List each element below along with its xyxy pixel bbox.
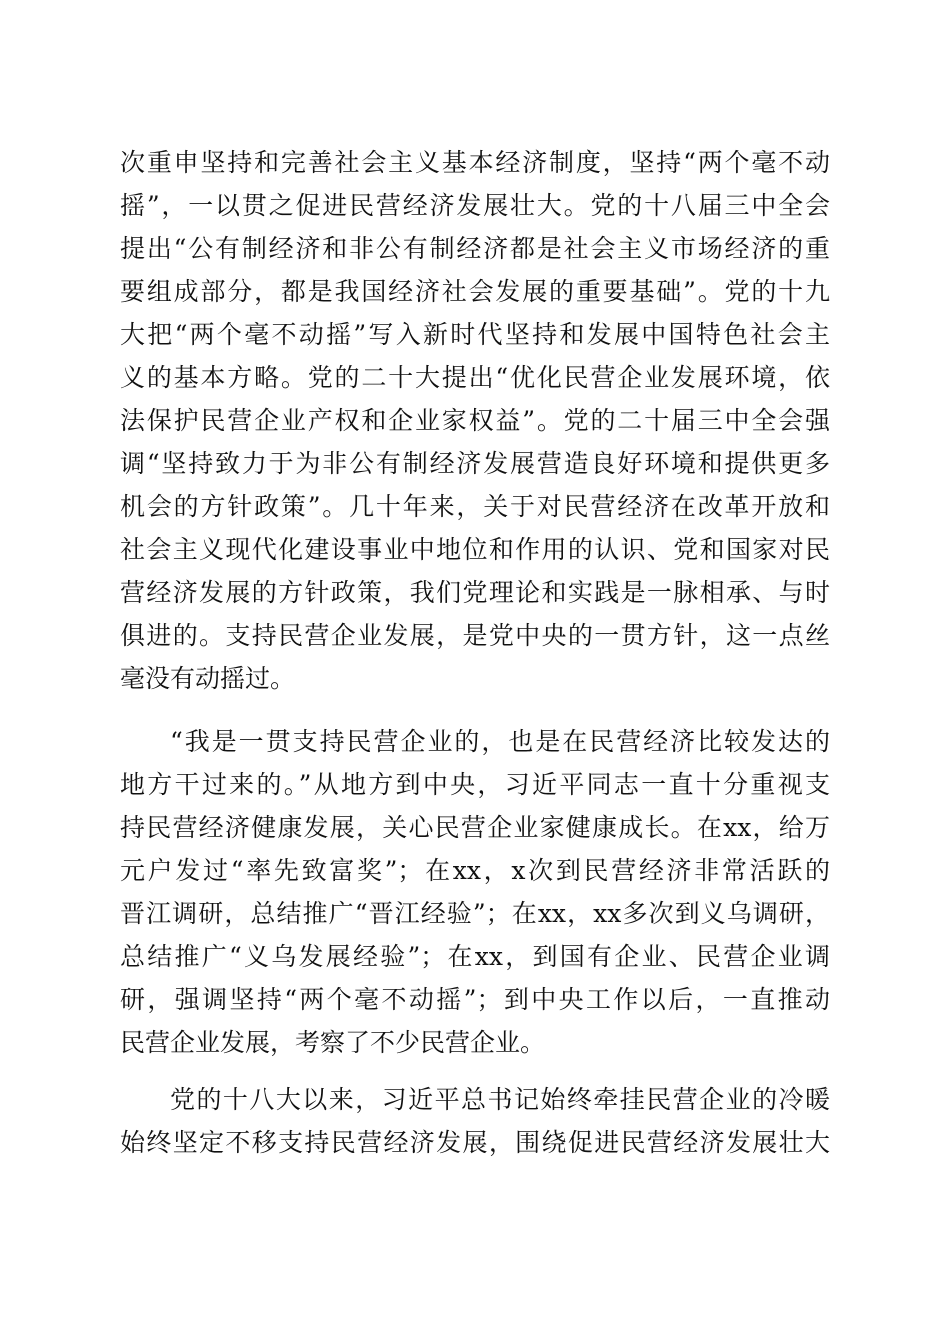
text-line: 次重申坚持和完善社会主义基本经济制度，坚持“两个毫不动: [120, 148, 830, 177]
text-line: 大把“两个毫不动摇”写入新时代坚持和发展中国特色社会主: [120, 320, 830, 349]
text-line: 调“坚持致力于为非公有制经济发展营造良好环境和提供更多: [120, 449, 830, 478]
text-line: 研，强调坚持“两个毫不动摇”；到中央工作以后，一直推动: [120, 985, 830, 1014]
text-line: 民营企业发展，考察了不少民营企业。: [120, 1028, 546, 1057]
text-line: 要组成部分，都是我国经济社会发展的重要基础”。党的十九: [120, 277, 830, 306]
text-line: 毫没有动摇过。: [120, 664, 296, 693]
text-line: 俱进的。支持民营企业发展，是党中央的一贯方针，这一点丝: [120, 621, 830, 650]
text-line: 党的十八大以来，习近平总书记始终牵挂民营企业的冷暖: [170, 1085, 830, 1114]
text-line: 始终坚定不移支持民营经济发展，围绕促进民营经济发展壮大: [120, 1128, 830, 1157]
text-line: “我是一贯支持民营企业的，也是在民营经济比较发达的: [170, 727, 830, 756]
text-line: 元户发过“率先致富奖”；在xx，x次到民营经济非常活跃的: [120, 856, 830, 885]
text-line: 营经济发展的方针政策，我们党理论和实践是一脉相承、与时: [120, 578, 830, 607]
text-line: 晋江调研，总结推广“晋江经验”；在xx，xx多次到义乌调研，: [120, 899, 830, 928]
text-line: 地方干过来的。”从地方到中央，习近平同志一直十分重视支: [120, 770, 830, 799]
text-line: 总结推广“义乌发展经验”；在xx，到国有企业、民营企业调: [120, 942, 830, 971]
text-line: 机会的方针政策”。几十年来，关于对民营经济在改革开放和: [120, 492, 830, 521]
text-line: 法保护民营企业产权和企业家权益”。党的二十届三中全会强: [120, 406, 830, 435]
text-line: 持民营经济健康发展，关心民营企业家健康成长。在xx，给万: [120, 813, 830, 842]
text-line: 摇”，一以贯之促进民营经济发展壮大。党的十八届三中全会: [120, 191, 830, 220]
text-line: 提出“公有制经济和非公有制经济都是社会主义市场经济的重: [120, 234, 830, 263]
text-line: 社会主义现代化建设事业中地位和作用的认识、党和国家对民: [120, 535, 830, 564]
text-line: 义的基本方略。党的二十大提出“优化民营企业发展环境，依: [120, 363, 830, 392]
